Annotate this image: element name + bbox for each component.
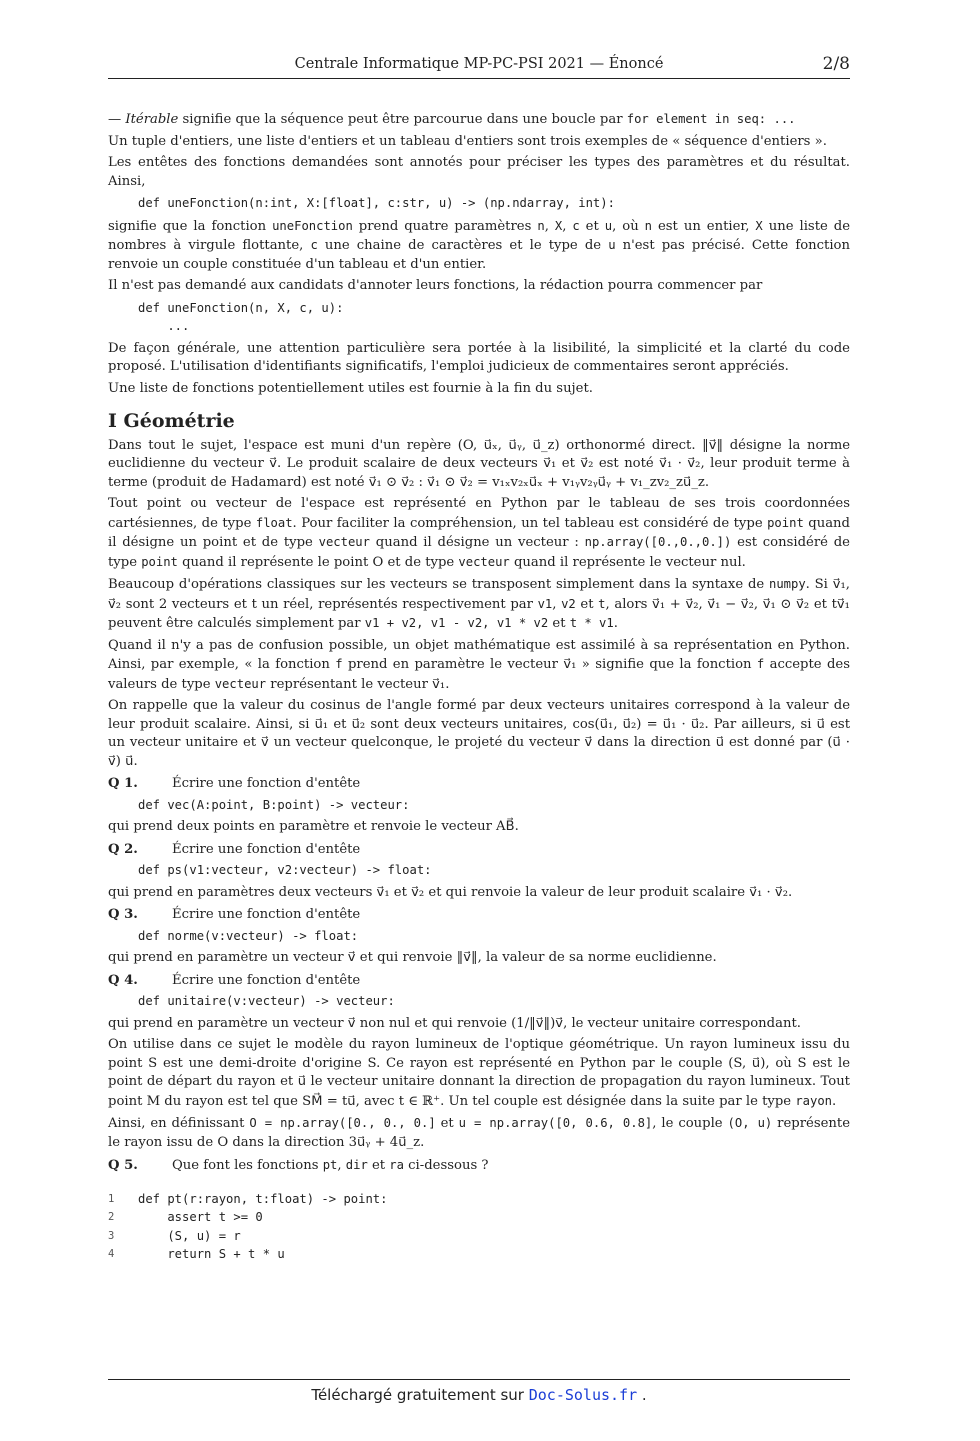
text: et [548,616,570,631]
text: signifie que la fonction [108,218,273,234]
line-code: def pt(r:rayon, t:float) -> point: [138,1191,388,1206]
text: et [435,1116,459,1131]
question-number: Q 2. [108,841,138,857]
paragraph: qui prend deux points en paramètre et renvoie le vecteur AB⃗. [108,819,519,834]
code-inline: ra [389,1158,404,1172]
code-inline: X [755,218,763,233]
code-inline: v2 [561,596,576,611]
code-inline: np.array([0.,0.,0.]) [584,535,732,549]
text: prend quatre paramètres [352,218,538,234]
question-text: Écrire une fonction d'entête [172,776,361,791]
header-title: Centrale Informatique MP-PC-PSI 2021 — Énoncé [294,56,664,72]
code-block: def unitaire(v:vecteur) -> vecteur: [138,994,395,1008]
code-inline: pt [322,1158,338,1172]
footer-text: Téléchargé gratuitement sur [311,1386,529,1404]
code-inline: for element in seq: ... [626,112,796,126]
code-inline: point [141,554,178,569]
code-inline: n [537,218,545,233]
paragraph: Un tuple d'entiers, une liste d'entiers et un tableau d'entiers sont trois exemples de « séquence d'entiers ». [108,133,827,149]
text: quand il représente le vecteur nul. [509,554,746,570]
text: Que font les fonctions [172,1158,323,1173]
question-q1 [108,775,850,837]
text: , alors v⃗₁ + v⃗₂, v⃗₁ − v⃗₂, v⃗₁ ⊙ v⃗₂ et tv⃗₁ peuvent être calculés simplement par [108,596,850,631]
question-q5 [108,1156,850,1176]
code-inline: c [572,218,580,233]
text: est un entier, [652,218,756,234]
code-inline: vecteur [318,535,370,549]
footer-link[interactable]: Doc-Solus.fr [528,1386,638,1404]
question-q2 [108,841,850,903]
code-inline: X [554,218,563,233]
code-block: def uneFonction(n:int, X:[float], c:str, u) -> (np.ndarray, int): [138,196,615,210]
code-line [108,1227,850,1246]
code-inline: t [598,596,606,611]
iterable-definition: — Itérable signifie que la séquence peut être parcourue dans une boucle par for element in seq: ... [108,112,796,127]
text: . [613,616,618,631]
code-inline: v1 [537,596,553,611]
paragraph: Une liste de fonctions potentiellement utiles est fournie à la fin du sujet. [108,380,593,396]
text: Tout point ou vecteur de l'espace est représenté en Python par le tableau de ses trois coordonnées cartésiennes, de type [108,496,850,531]
paragraph [108,637,850,695]
text: . Pour faciliter la compréhension, un tel tableau est considéré de type [292,515,768,531]
text: ci-dessous ? [403,1158,489,1173]
question-header [108,775,850,794]
line-number: 2 [108,1211,115,1223]
code-inline: vecteur [214,676,267,691]
paragraph: qui prend en paramètre un vecteur v⃗ et qui renvoie ‖v⃗‖, la valeur de sa norme euclidienne. [108,950,717,965]
code-inline: (O, u) [727,1116,773,1130]
question-number: Q 1. [108,776,138,791]
code-inline: dir [345,1158,368,1172]
page-footer [108,1386,850,1404]
document-body [108,110,850,1264]
code-inline: vecteur [458,554,510,569]
text: accepte des valeurs de type [108,657,850,692]
code-line [108,1190,850,1209]
code-inline: u [608,238,616,252]
line-number: 3 [108,1229,115,1242]
code-inline: u = np.array([0, 0.6, 0.8] [458,1116,653,1130]
code-inline: f [756,657,765,671]
question-text: Écrire une fonction d'entête [172,841,361,857]
code-line [108,1245,850,1264]
line-number: 4 [108,1248,115,1260]
code-inline: uneFonction [272,218,353,233]
code-inline: rayon [795,1093,832,1108]
code-inline: v1 + v2, v1 - v2, v1 * v2 [364,616,549,630]
code-listing [108,1190,850,1264]
paragraph: On rappelle que la valeur du cosinus de l'angle formé par deux vecteurs unitaires correspond à la valeur de leur produit scalaire. Ainsi, si u⃗₁ et u⃗₂ sont deux vecteurs unitaires, cos(u⃗₁, u⃗₂) = u⃗₁ · u⃗₂. Par ailleurs, si u⃗ est un vecteur unitaire et v⃗ un vecteur quelconque, le projeté du vecteur v⃗ dans la direction u⃗ est donné par (u⃗ · v⃗) u⃗. [108,698,850,769]
paragraph: Beaucoup d'opérations classiques sur les vecteurs se transposent simplement dans la syntaxe de numpy. Si v⃗₁, v⃗₂ sont 2 vecteurs et t un réel, représentés respectivement par v1, v2 et t, alors v⃗₁ + v⃗₂, v⃗₁ − v⃗₂, v⃗₁ ⊙ v⃗₂ et tv⃗₁ peuvent être calculés simplement par v1 + v2, v1 - v2, v1 * v2 et t * v1. [108,577,850,631]
question-q3 [108,906,850,968]
paragraph: De façon générale, une attention particulière sera portée à la lisibilité, la simplicité et la clarté du code proposé. L'utilisation d'identifiants significatifs, l'emploi judicieux de commentaires seront appréciés. [108,340,850,374]
question-text: Écrire une fonction d'entête [172,907,361,922]
section-title: I Géométrie [108,410,235,432]
text: quand il représente le point O et de type [177,554,459,570]
paragraph: qui prend en paramètres deux vecteurs v⃗₁ et v⃗₂ et qui renvoie la valeur de leur produit scalaire v⃗₁ · v⃗₂. [108,884,793,900]
page-header [108,56,850,79]
text: . [832,1093,837,1109]
code-block: def norme(v:vecteur) -> float: [138,928,359,943]
page-number: 2/8 [822,54,850,74]
text: . Si v⃗₁, v⃗₂ sont 2 vecteurs et t un réel, représentés respectivement par [108,577,850,612]
code-line [108,1208,850,1227]
question-q4 [108,972,850,1034]
code-inline: n [644,218,653,233]
line-code: (S, u) = r [138,1228,241,1243]
paragraph: Il n'est pas demandé aux candidats d'annoter leurs fonctions, la rédaction pourra commencer par [108,278,763,293]
footer-end: . [637,1386,647,1404]
text: quand il désigne un vecteur : [370,535,585,550]
text: Quand il n'y a pas de confusion possible, un objet mathématique est assimilé à sa représentation en Python. Ainsi, par exemple, « la fonction [108,637,850,672]
code-inline: t * v1 [569,616,614,630]
question-header [108,972,850,991]
text: une chaine de caractères et le type de [317,238,609,253]
paragraph: Dans tout le sujet, l'espace est muni d'un repère (O, u⃗ₓ, u⃗ᵧ, u⃗_z) orthonormé direct. ‖v⃗‖ désigne la norme euclidienne du vecteur v⃗. Le produit scalaire de deux vecteurs v⃗₁ et v⃗₂ est noté v⃗₁ · v⃗₂, leur produit terme à terme (produit de Hadamard) est noté v⃗₁ ⊙ v⃗₂ : v⃗₁ ⊙ v⃗₂ = v₁ₓv₂ₓu⃗ₓ + v₁ᵧv₂ᵧu⃗ᵧ + v₁_zv₂_zu⃗_z. [108,437,850,490]
question-number: Q 5. [108,1158,138,1173]
question-number: Q 4. [108,972,138,988]
text: , [337,1158,346,1173]
code-block: def uneFonction(n, X, c, u): [138,300,344,315]
text: On utilise dans ce sujet le modèle du rayon lumineux de l'optique géométrique. Un rayon lumineux issu du point S est une demi-droite d'origine S. Ce rayon est représenté en Python par le couple (S, u⃗), où S est le point de départ du rayon et u⃗ le vecteur unitaire donnant la direction de propagation du rayon lumineux. Tout point M du rayon est tel que SM⃗ = tu⃗, avec t ∈ ℝ⁺. Un tel couple est désignée dans la suite par le type [108,1037,850,1109]
code-inline: c [310,238,318,252]
question-header [108,906,850,925]
question-header [108,841,850,860]
code-block: def ps(v1:vecteur, v2:vecteur) -> float: [138,863,432,877]
code-inline: u [604,218,613,233]
paragraph [108,1036,850,1111]
text: Ainsi, en définissant [108,1116,250,1131]
code-inline: f [335,657,343,671]
text: , où [612,218,645,234]
text: , le couple [652,1116,728,1131]
text: est considéré de type [108,535,850,570]
line-code: return S + t * u [138,1247,285,1261]
paragraph: signifie que la fonction uneFonction prend quatre paramètres n, X, c et u, où n est un entier, X une liste de nombres à virgule flottante, c une chaine de caractères et le type de u n'est pas précisé. Cette fonction renvoie un couple constituée d'un tableau et d'un entier. [108,218,851,272]
line-code: assert t >= 0 [138,1210,263,1224]
text: et [367,1158,390,1173]
code-inline: O = np.array([0., 0., 0.] [249,1116,436,1130]
text: n'est pas précisé. Cette fonction renvoie un couple constituée d'un tableau et d'un entier. [108,238,850,272]
footer-divider [108,1379,850,1380]
code-block: ... [138,319,190,333]
paragraph [108,1114,850,1152]
line-number: 1 [108,1192,115,1205]
code-inline: float [255,515,293,530]
text: quand il désigne un point et de type [108,515,850,550]
question-number: Q 3. [108,907,138,922]
paragraph [108,495,850,572]
question-text: Écrire une fonction d'entête [172,972,361,988]
code-block: def vec(A:point, B:point) -> vecteur: [138,797,410,812]
text: une liste de nombres à virgule flottante, [108,218,851,253]
code-inline: numpy [768,577,806,591]
paragraph: qui prend en paramètre un vecteur v⃗ non nul et qui renvoie (1/‖v⃗‖)v⃗, le vecteur unitaire correspondant. [108,1015,801,1031]
text: signifie que la séquence peut être parcourue dans une boucle par [178,112,627,127]
text: Beaucoup d'opérations classiques sur les vecteurs se transposent simplement dans la syntaxe de [108,577,769,592]
iterable-term: Itérable [125,112,179,127]
text: représentant le vecteur v⃗₁. [266,676,450,692]
code-inline: point [767,515,804,530]
text: représente le rayon issu de O dans la direction 3u⃗ᵧ + 4u⃗_z. [108,1116,851,1150]
paragraph: Les entêtes des fonctions demandées sont annotés pour préciser les types des paramètres et du résultat. Ainsi, [108,155,850,189]
text: prend en paramètre le vecteur v⃗₁ » signifie que la fonction [342,657,757,672]
